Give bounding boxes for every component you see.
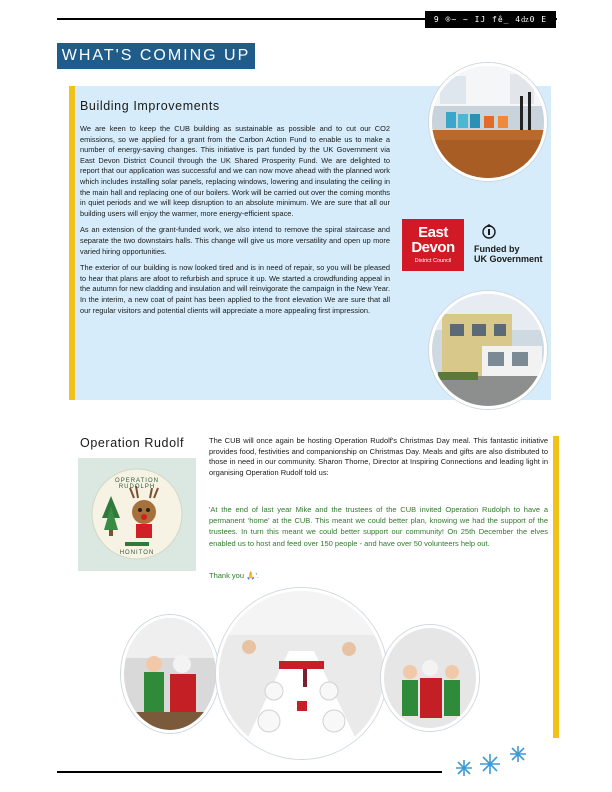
gov-logo-line: UK Government (474, 254, 543, 264)
hall-interior-photo (429, 63, 547, 181)
building-title: Building Improvements (80, 99, 220, 113)
operation-rudolph-logo (78, 458, 196, 571)
christmas-dinner-table-photo (216, 588, 387, 759)
header-tag: 9 ®~ ~ IJ fê_ 4ǳ0 E ^lIJ fx? f ] (425, 11, 556, 28)
section-title: WHAT'S COMING UP (57, 43, 255, 69)
rudolf-accent-bar (553, 436, 559, 738)
east-devon-logo-line: District Council (414, 258, 452, 264)
santa-with-elves-photo (381, 625, 479, 731)
logo-text-bottom: HONITON (119, 550, 155, 556)
santa-and-elf-photo (121, 615, 219, 733)
building-paragraph: The exterior of our building is now looked tired and is in need of repair, so you will be pleased to hear that plans are afoot to refurbish and spruce it up. We started a crowdfunding appeal in the autumn for new cladding and insulation and will reinvigorate the campaign in the New Year. In the interim, a new coat of paint has been applied to the front elevation We are sure that all our regular visitors and potential clients will appreciate a more appealing first impression. (80, 263, 390, 315)
rudolf-thanks: Thank you 🙏'. (209, 571, 259, 580)
building-exterior-photo (429, 291, 547, 409)
east-devon-logo (402, 219, 464, 271)
east-devon-logo-line: East (418, 224, 448, 241)
gov-logo-line: Funded by (474, 244, 520, 254)
royal-crest-icon (480, 222, 554, 244)
rudolf-intro (209, 436, 548, 478)
east-devon-logo-line: Devon (411, 239, 455, 256)
uk-government-logo (474, 222, 554, 264)
building-body (80, 124, 390, 322)
bottom-rule (57, 771, 442, 773)
rudolf-intro-text: The CUB will once again be hosting Operation Rudolf's Christmas Day meal. This fantastic initiative provides food, festivities and companionship on Christmas Day. Meals and gifts are also distributed to those in need in our community. Sharon Thorne, Director at Inspiring Connections and leading light in organising Operation Rudolf told us: (209, 436, 548, 477)
rudolf-quote: 'At the end of last year Mike and the trustees of the CUB invited Operation Rudolph to have a permanent ‘home’ at the CUB. This meant we could better plan, knowing we had the support of the trustees. In turn this meant we could better support our community! On 25th December the elves enabled us to host and feed over 150 people - and have over 50 volunteers help out. (209, 505, 548, 548)
building-paragraph: As an extension of the grant-funded work, we also intend to remove the spiral staircase and separate the two downstairs halls. This change will give us more versatility and open up more varied hiring opportunities. (80, 225, 390, 256)
rudolf-title: Operation Rudolf (80, 436, 185, 450)
panel-accent-bar (69, 86, 75, 400)
building-paragraph: We are keen to keep the CUB building as sustainable as possible and to cut our CO2 emissions, so we applied for a grant from the Carbon Action Fund to enable us to make a number of energy-saving changes. This initiative is part funded by the UK Government via East Devon District Council through the UK Shared Prosperity Fund. We are delighted to report that our application was successful and we can now move ahead with the planned work which includes installing solar panels, replacing windows, lowering and insulating the ceiling in the main hall and replacing one of our boilers. Work will be carried out over the coming months in quiet periods and we will keep disruption to an absolute minimum. We are sure that all our building users will enjoy the warmer, more energy-efficient space. (80, 124, 390, 218)
logo-text-top: OPERATION RUDOLPH (115, 478, 159, 490)
snowflake-icons (452, 740, 532, 784)
